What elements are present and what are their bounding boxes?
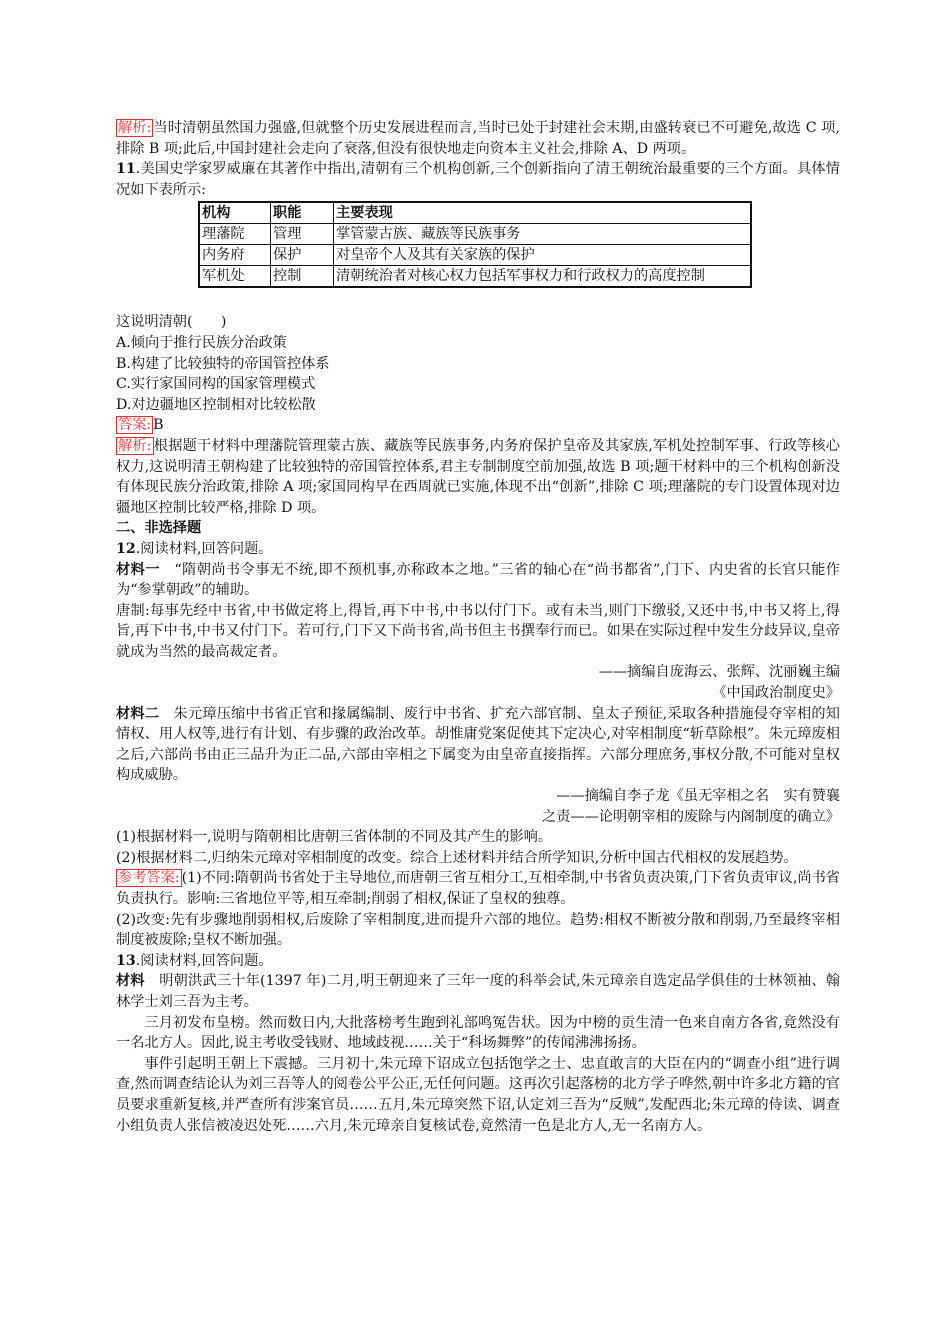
table-header-row <box>199 202 751 224</box>
question-11-prompt: 这说明清朝( ) <box>116 314 227 331</box>
table-header: 机构 <box>199 202 271 224</box>
question-text: .阅读材料,回答问题。 <box>135 540 273 557</box>
table-cell: 军机处 <box>199 266 271 288</box>
reference-answer-2: (2)改变:先有步骤地削弱相权,后废除了宰相制度,进而提升六部的地位。趋势:相权不断被分散和削弱,乃至最终宰相制度被废除;皇权不断加强。 <box>116 911 840 949</box>
question-number: 13 <box>116 952 136 969</box>
material-2 <box>116 704 840 786</box>
sub-question-1: (1)根据材料一,说明与隋朝相比唐朝三省体制的不同及其产生的影响。 <box>116 829 553 846</box>
source-line: ——摘编自庞海云、张辉、沈丽巍主编 <box>598 664 840 681</box>
answer-value: B <box>153 417 164 434</box>
table-cell: 掌管蒙古族、藏族等民族事务 <box>334 224 752 245</box>
option-a: A.倾向于推行民族分治政策 <box>116 334 287 351</box>
material-label: 材料二 <box>116 705 160 722</box>
question-12-stem <box>116 539 840 560</box>
answer-tag: 答案: <box>118 417 152 434</box>
answer-q11 <box>116 415 840 436</box>
source-line: ——摘编自李子龙《虽无宰相之名 实有赞襄 <box>556 788 840 805</box>
table-cell: 清朝统治者对核心权力包括军事权力和行政权力的高度控制 <box>334 266 752 288</box>
table-header: 主要表现 <box>334 202 752 224</box>
material-label: 材料一 <box>116 561 160 578</box>
option-c: C.实行家国同构的国家管理模式 <box>116 376 316 393</box>
question-13-stem <box>116 951 840 972</box>
source-line: 之责——论明朝宰相的废除与内阁制度的确立》 <box>542 808 840 825</box>
material-paragraph: 事件引起明王朝上下震撼。三月初十,朱元璋下诏成立包括饱学之士、忠直敢言的大臣在内的“调查小组”进行调查,然而调查结论认为刘三吾等人的阅卷公平公正,无任何问题。这再次引起落榜的北方学子哗然,朝中许多北方籍的官员要求重新复核,并严查所有涉案官员……五月,朱元璋突然下诏,认定刘三吾为“反贼”,发配西北;朱元璋的侍读、调查小组负责人张信被凌迟处死……六月,朱元璋亲自复核试卷,竟然清一色是北方人,无一名南方人。 <box>116 1055 840 1134</box>
reference-tag: 参考答案: <box>118 870 180 887</box>
source-line: 《中国政治制度史》 <box>712 685 840 702</box>
analysis-q10 <box>116 118 840 159</box>
material-1-continued: 唐制:每事先经中书省,中书做定将上,得旨,再下中书,中书以付门下。或有未当,则门下缴驳,又还中书,中书又将上,得旨,再下中书,中书又付门下。若可行,门下又下尚书省,尚书但主书撰奉行而已。如果在实际过程中发生分歧异议,皇帝就成为当然的最高裁定者。 <box>116 602 840 660</box>
reference-answer-1 <box>116 868 840 909</box>
table-cell: 理藩院 <box>199 224 271 245</box>
material-label: 材料 <box>116 973 145 990</box>
reference-text: (1)不同:隋朝尚书省处于主导地位,而唐朝三省互相分工,互相牵制,中书省负责决策,门下省负责审议,尚书省负责执行。影响:三省地位平等,相互牵制;削弱了相权,保证了皇权的独尊。 <box>116 870 840 907</box>
material-text: 明朝洪武三十年(1397 年)二月,明王朝迎来了三年一度的科举会试,朱元璋亲自选定品学俱佳的士林领袖、翰林学士刘三吾为主考。 <box>116 973 840 1010</box>
analysis-q11 <box>116 436 840 518</box>
institution-table <box>198 201 752 288</box>
document-page <box>116 118 840 1136</box>
option-d: D.对边疆地区控制相对比较松散 <box>116 396 316 413</box>
question-11-stem <box>116 159 840 200</box>
question-number: 11 <box>116 161 136 178</box>
table-cell: 控制 <box>271 266 334 288</box>
table-cell: 内务府 <box>199 245 271 266</box>
material-paragraph: 三月初发布皇榜。然而数日内,大批落榜考生跑到礼部鸣冤告状。因为中榜的贡生清一色来自南方各省,竟然没有一名北方人。因此,说主考收受钱财、地域歧视……关于“科场舞弊”的传闻沸沸扬扬。 <box>116 1014 840 1052</box>
table-cell: 对皇帝个人及其有关家族的保护 <box>334 245 752 266</box>
question-number: 12 <box>116 540 136 557</box>
table-row <box>199 245 751 266</box>
analysis-text: 当时清朝虽然国力强盛,但就整个历史发展进程而言,当时已处于封建社会末期,由盛转衰已不可避免,故选 C 项,排除 B 项;此后,中国封建社会走向了衰落,但没有很快地走向资本主义社会,排除 A、D 两项。 <box>116 120 841 157</box>
analysis-tag: 解析: <box>118 120 152 136</box>
question-text: .美国史学家罗威廉在其著作中指出,清朝有三个机构创新,三个创新指向了清王朝统治最重要的三个方面。具体情况如下表所示: <box>116 161 840 198</box>
material-13 <box>116 971 840 1012</box>
material-1 <box>116 560 840 601</box>
analysis-text: 根据题干材料中理藩院管理蒙古族、藏族等民族事务,内务府保护皇帝及其家族,军机处控制军事、行政等核心权力,这说明清王朝构建了比较独特的帝国管控体系,君主专制制度空前加强,故选 B 项;题干材料中的三个机构创新没有体现民族分治政策,排除 A 项;家国同构早在西周就已实施,体现不出“创新”,排除 C 项;理藩院的专门设置体现对边疆地区控制比较严格,排除 D 项。 <box>116 437 840 516</box>
section-heading: 二、非选择题 <box>116 520 202 537</box>
table-header: 职能 <box>271 202 334 224</box>
question-text: .阅读材料,回答问题。 <box>135 952 273 969</box>
material-text: “隋朝尚书令事无不统,即不预机事,亦称政本之地。”三省的轴心在“尚书都省”,门下、内史省的长官只能作为“参掌朝政”的辅助。 <box>116 561 840 599</box>
analysis-tag: 解析: <box>118 437 152 454</box>
table-cell: 管理 <box>271 224 334 245</box>
table-row <box>199 224 751 245</box>
table-row <box>199 266 751 288</box>
table-cell: 保护 <box>271 245 334 266</box>
option-b: B.构建了比较独特的帝国管控体系 <box>116 355 330 372</box>
material-text: 朱元璋压缩中书省正官和掾属编制、废行中书省、扩充六部官制、皇太子预征,采取各种措施侵夺宰相的知情权、用人权等,进行有计划、有步骤的政治改革。胡惟庸党案促使其下定决心,对宰相制度“斩草除根”。朱元璋废相之后,六部尚书由正三品升为正二品,六部由宰相之下属变为由皇帝直接指挥。六部分理庶务,事权分散,不可能对皇权构成威胁。 <box>116 705 840 784</box>
sub-question-2: (2)根据材料二,归纳朱元璋对宰相制度的改变。综合上述材料并结合所学知识,分析中国古代相权的发展趋势。 <box>116 849 798 866</box>
